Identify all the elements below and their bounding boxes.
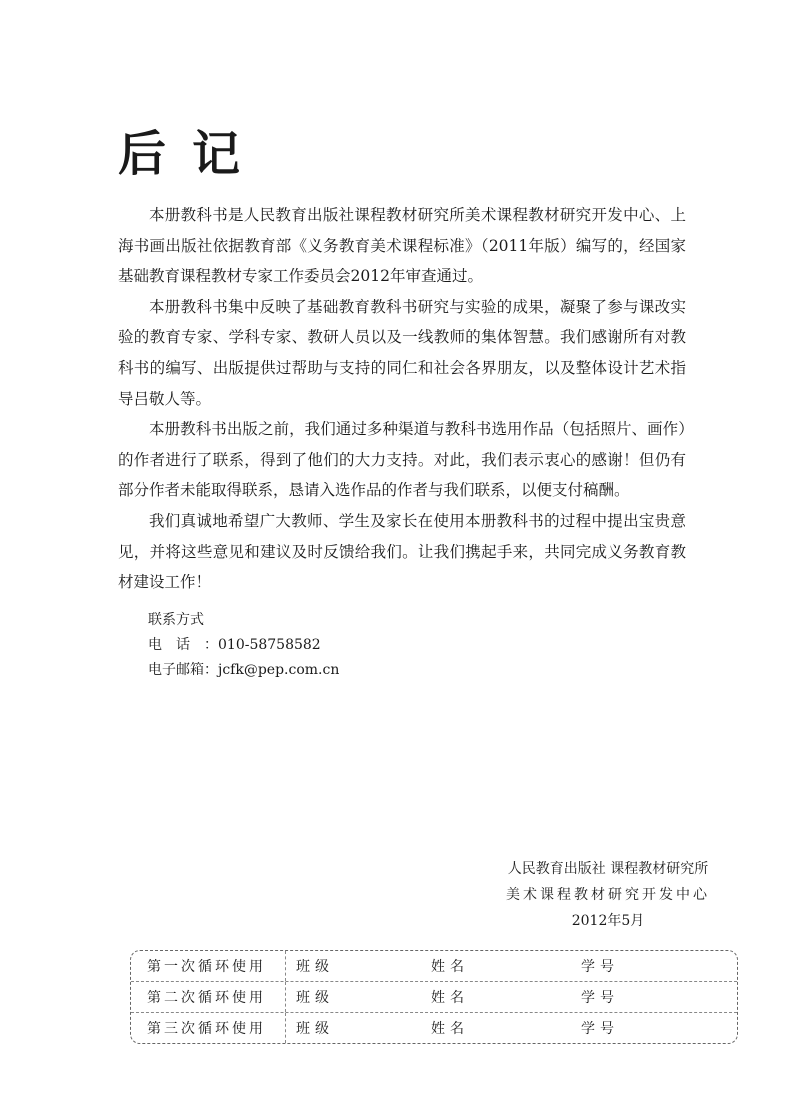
- class-cell: 班级: [296, 990, 334, 1006]
- table-row: [131, 1013, 737, 1043]
- afterword-body: [118, 200, 686, 598]
- contact-heading: 联系方式: [148, 612, 204, 628]
- publisher-date: 2012年5月: [571, 913, 645, 929]
- paragraph: 本册教科书集中反映了基础教育教科书研究与实验的成果，凝聚了参与课改实验的教育专家、学科专家、教研人员以及一线教师的集体智慧。我们感谢所有对教科书的编写、出版提供过帮助与支持的同仁和社会各界朋友，以及整体设计艺术指导吕敬人等。: [118, 297, 686, 408]
- student-id-cell: 学号: [581, 1021, 619, 1037]
- email-separator: ：: [204, 662, 218, 678]
- table-row: [131, 982, 737, 1013]
- paragraph: 我们真诚地希望广大教师、学生及家长在使用本册教科书的过程中提出宝贵意见，并将这些意见和建议及时反馈给我们。让我们携起手来，共同完成义务教育教材建设工作！: [118, 511, 686, 592]
- usage-record-table: [130, 950, 738, 1044]
- cycle-cell: 第二次循环使用: [131, 982, 286, 1012]
- student-id-cell: 学号: [581, 990, 619, 1006]
- class-cell: 班级: [296, 1021, 334, 1037]
- paragraph: 本册教科书出版之前，我们通过多种渠道与教科书选用作品（包括照片、画作）的作者进行了联系，得到了他们的大力支持。对此，我们表示衷心的感谢！但仍有部分作者未能取得联系，恳请入选作品的作者与我们联系，以便支付稿酬。: [118, 420, 686, 500]
- publisher-line-2: 美术课程教材研究开发中心: [506, 887, 710, 903]
- email-value: jcfk@pep.com.cn: [218, 662, 340, 678]
- table-row: [131, 951, 737, 982]
- contact-email-row: [148, 658, 339, 683]
- cycle-cell: 第一次循环使用: [131, 951, 286, 981]
- publisher-line-1: 人民教育出版社 课程教材研究所: [507, 861, 709, 877]
- student-id-cell: 学号: [581, 959, 619, 975]
- name-cell: 姓名: [431, 959, 469, 975]
- contact-phone-row: [148, 633, 339, 658]
- phone-label: 电话: [148, 637, 204, 653]
- class-cell: 班级: [296, 959, 334, 975]
- email-label: 电子邮箱: [148, 662, 204, 678]
- page-title: 后记: [118, 126, 267, 183]
- phone-value: 010-58758582: [218, 637, 321, 653]
- name-cell: 姓名: [431, 990, 469, 1006]
- publisher-signature: [488, 856, 728, 934]
- name-cell: 姓名: [431, 1021, 469, 1037]
- phone-separator: ：: [204, 637, 218, 653]
- cycle-cell: 第三次循环使用: [131, 1013, 286, 1043]
- paragraph: 本册教科书是人民教育出版社课程教材研究所美术课程教材研究开发中心、上海书画出版社依据教育部《义务教育美术课程标准》（2011年版）编写的，经国家基础教育课程教材专家工作委员会2012年审查通过。: [118, 206, 686, 286]
- contact-info: [148, 608, 339, 683]
